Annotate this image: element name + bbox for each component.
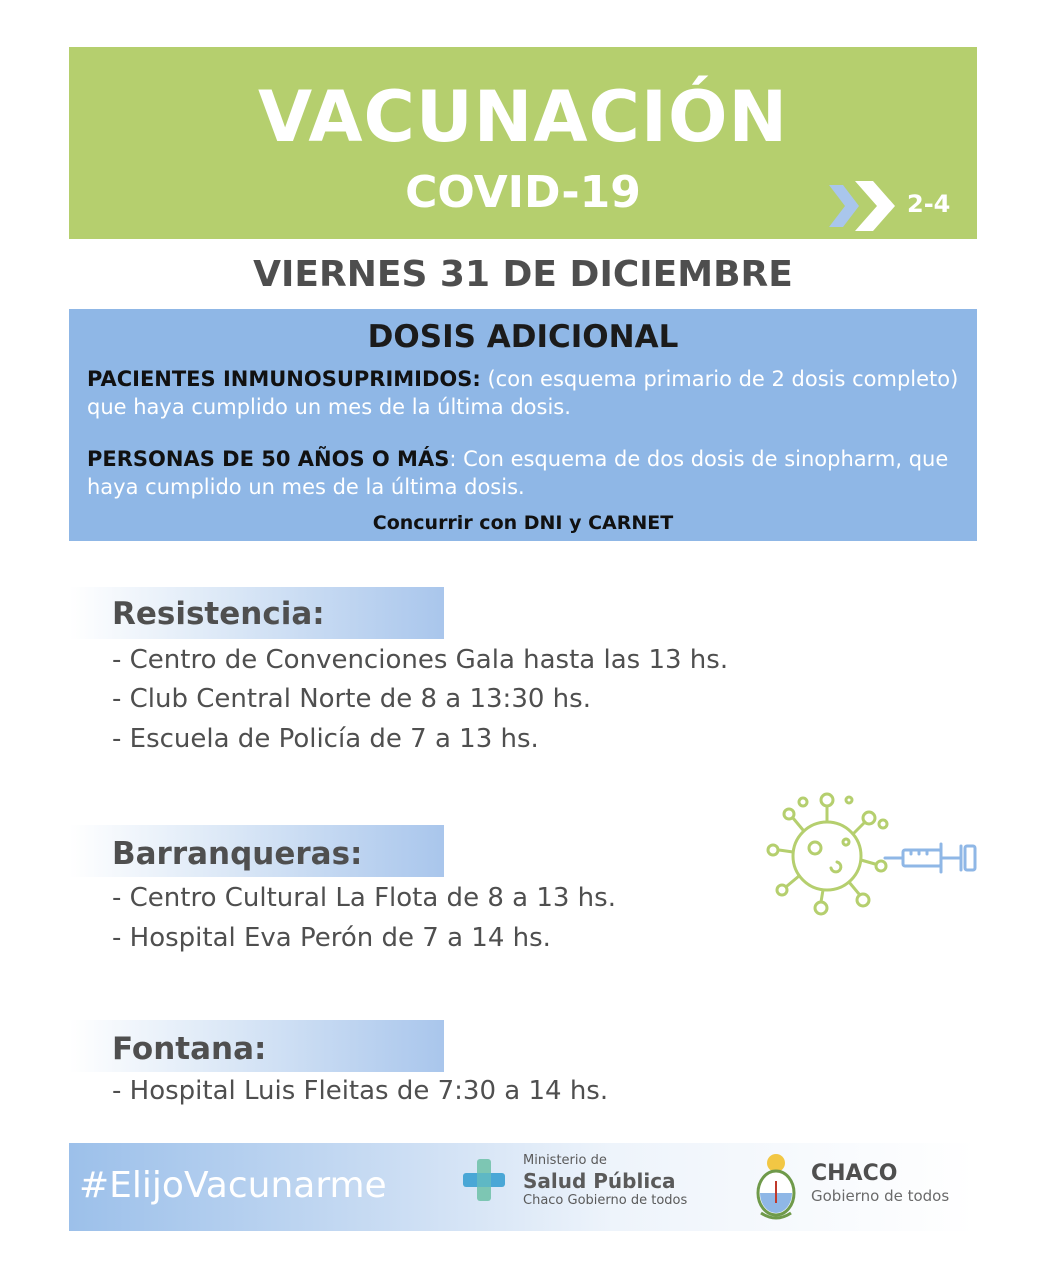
provincial-shield-icon [751, 1151, 801, 1223]
immunosuppressed-text: (con esquema primario de 2 dosis completo) que haya cumplido un mes de la última dosis. [87, 367, 959, 419]
over-50-text: : Con esquema de dos dosis de sinopharm, que haya cumplido un mes de la última dosis. [87, 447, 949, 499]
footer-banner [69, 1143, 977, 1231]
immunosuppressed-label: PACIENTES INMUNOSUPRIMIDOS: [87, 367, 481, 391]
over-50-paragraph [87, 445, 967, 501]
info-title: DOSIS ADICIONAL [367, 319, 679, 355]
plus-icon [461, 1157, 507, 1203]
page-subtitle: COVID-19 [405, 167, 641, 218]
city-name-resistencia: Resistencia: [112, 596, 325, 632]
additional-dose-box [69, 309, 977, 541]
location-item: - Centro Cultural La Flota de 8 a 13 hs. [112, 883, 616, 913]
chevron-right-icon [829, 181, 899, 231]
over-50-label: PERSONAS DE 50 AÑOS O MÁS [87, 447, 450, 471]
page-title: VACUNACIÓN [257, 76, 789, 158]
city-name-fontana: Fontana: [112, 1031, 267, 1067]
ministry-label: Ministerio de [523, 1153, 607, 1168]
event-date: VIERNES 31 DE DICIEMBRE [253, 254, 793, 295]
hashtag: #ElijoVacunarme [79, 1165, 387, 1206]
ministry-subtitle: Chaco Gobierno de todos [523, 1193, 688, 1208]
city-name-barranqueras: Barranqueras: [112, 836, 363, 872]
dose-range-label: 2-4 [907, 190, 951, 218]
ministry-name: Salud Pública [523, 1169, 676, 1193]
immunosuppressed-paragraph [87, 365, 967, 421]
syringe-icon [885, 844, 975, 872]
location-item: - Club Central Norte de 8 a 13:30 hs. [112, 684, 591, 714]
location-item: - Escuela de Policía de 7 a 13 hs. [112, 724, 539, 754]
location-item: - Hospital Eva Perón de 7 a 14 hs. [112, 923, 551, 953]
province-subtitle: Gobierno de todos [811, 1187, 950, 1205]
virus-icon [768, 794, 887, 914]
requirements-note: Concurrir con DNI y CARNET [372, 512, 674, 534]
location-item: - Hospital Luis Fleitas de 7:30 a 14 hs. [112, 1076, 609, 1106]
virus-syringe-illustration [765, 788, 980, 918]
location-item: - Centro de Convenciones Gala hasta las 13 hs. [112, 645, 729, 675]
province-name: CHACO [811, 1161, 898, 1186]
header-banner [69, 47, 977, 239]
